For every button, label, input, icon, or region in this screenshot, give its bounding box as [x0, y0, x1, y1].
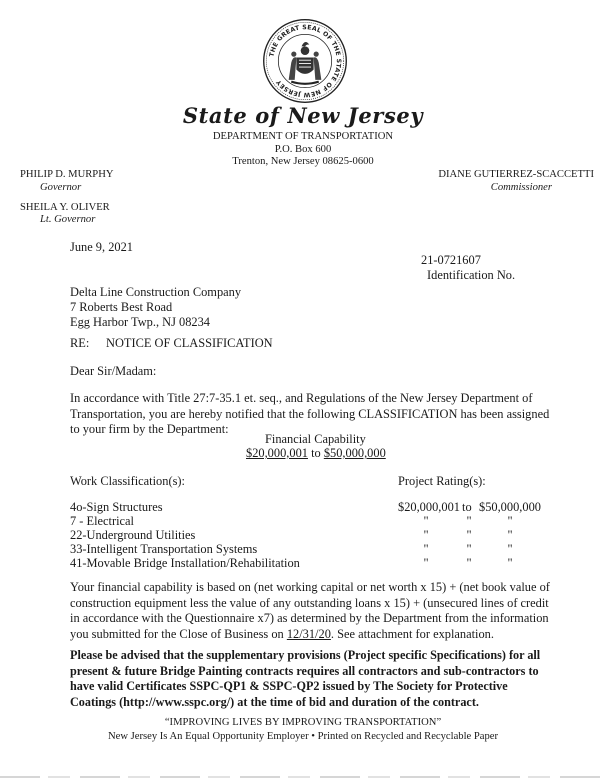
identification-number: 21-0721607	[421, 253, 481, 267]
classification-item: 4o-Sign Structures	[70, 500, 163, 514]
recipient-street: 7 Roberts Best Road	[70, 300, 173, 314]
letter-date: June 9, 2021	[70, 240, 133, 254]
intro-paragraph: In accordance with Title 27:7-35.1 et. seq., and Regulations of the New Jersey Department of Transportation, you are hereby notified that the following CLASSIFICATION has been assigned to your firm by the Department:	[70, 391, 550, 437]
salutation: Dear Sir/Madam:	[70, 364, 157, 378]
classification-item: 41-Movable Bridge Installation/Rehabilitation	[70, 556, 300, 570]
ditto-mark: "	[423, 528, 429, 542]
ditto-mark: "	[466, 514, 472, 528]
scan-artifact-divider	[0, 776, 606, 778]
footer-equal-opportunity: New Jersey Is An Equal Opportunity Employer • Printed on Recycled and Recyclable Paper	[108, 731, 498, 742]
project-rating-header: Project Rating(s):	[398, 474, 486, 488]
financial-capability-low: $20,000,001	[246, 446, 308, 460]
financial-capability-range	[246, 446, 386, 461]
subject-label: RE:	[70, 336, 90, 350]
lt-governor-title: Lt. Governor	[40, 214, 96, 225]
footer-slogan: “IMPROVING LIVES BY IMPROVING TRANSPORTATION”	[164, 717, 442, 728]
ditto-row	[0, 528, 606, 543]
ditto-mark: "	[423, 542, 429, 556]
financial-capability-high: $50,000,000	[323, 446, 386, 460]
ditto-mark: "	[423, 556, 429, 570]
ditto-mark: "	[507, 542, 513, 556]
work-classification-header: Work Classification(s):	[70, 474, 185, 488]
financial-capability-label: Financial Capability	[265, 432, 366, 446]
rating-high: $50,000,000	[479, 500, 541, 514]
ditto-row	[0, 542, 606, 557]
recipient-city: Egg Harbor Twp., NJ 08234	[70, 315, 211, 329]
governor-name: PHILIP D. MURPHY	[20, 169, 114, 180]
basis-text: Your financial capability is based on (net working capital or net worth x 15) + (net book value of construction equipment less the value of any outstanding loans x 15) + (unsecured lines of credit in accordance with the Questionnaire x7) as determined by the Department from the information you submitted for the Close of Business on	[70, 580, 550, 641]
rating-low: $20,000,001	[398, 500, 460, 514]
department-name: DEPARTMENT OF TRANSPORTATION	[212, 131, 394, 142]
city-address: Trenton, New Jersey 08625-0600	[232, 156, 374, 167]
po-box: P.O. Box 600	[274, 144, 332, 155]
basis-text-end: . See attachment for explanation.	[330, 626, 494, 641]
state-title: State of New Jersey	[182, 103, 424, 128]
close-of-business-date: 12/31/20	[286, 626, 331, 641]
ditto-row	[0, 556, 606, 571]
governor-title: Governor	[40, 182, 82, 193]
ditto-mark: "	[466, 556, 472, 570]
subject-text: NOTICE OF CLASSIFICATION	[106, 336, 273, 350]
recipient-company: Delta Line Construction Company	[70, 285, 242, 299]
classification-item: 7 - Electrical	[70, 514, 134, 528]
commissioner-name: DIANE GUTIERREZ-SCACCETTI	[438, 169, 594, 180]
commissioner-title: Commissioner	[490, 182, 552, 193]
financial-capability-to: to	[311, 446, 321, 460]
classification-item: 22-Underground Utilities	[70, 528, 196, 542]
advisory-paragraph: Please be advised that the supplementary provisions (Project specific Specifications) for all present & future Bridge Painting contracts requires all contractors and sub-contractors to have valid Certificates SSPC-QP1 & SSPC-QP2 issued by The Society for Protective Coatings (http://www.sspc.org/) at the time of bid and duration of the contract.	[70, 648, 541, 709]
ditto-mark: "	[423, 514, 429, 528]
ditto-mark: "	[466, 528, 472, 542]
ditto-mark: "	[507, 514, 513, 528]
lt-governor-name: SHEILA Y. OLIVER	[20, 202, 110, 213]
seal-text: THE GREAT SEAL OF THE STATE OF NEW JERSEY	[268, 24, 342, 98]
basis-paragraph	[70, 580, 550, 642]
rating-to: to	[462, 500, 472, 514]
ditto-mark: "	[507, 528, 513, 542]
ditto-mark: "	[507, 556, 513, 570]
classification-item: 33-Intelligent Transportation Systems	[70, 542, 258, 556]
ditto-mark: "	[466, 542, 472, 556]
ditto-row	[0, 514, 606, 529]
state-seal-logo	[262, 18, 348, 104]
identification-label: Identification No.	[427, 268, 516, 282]
